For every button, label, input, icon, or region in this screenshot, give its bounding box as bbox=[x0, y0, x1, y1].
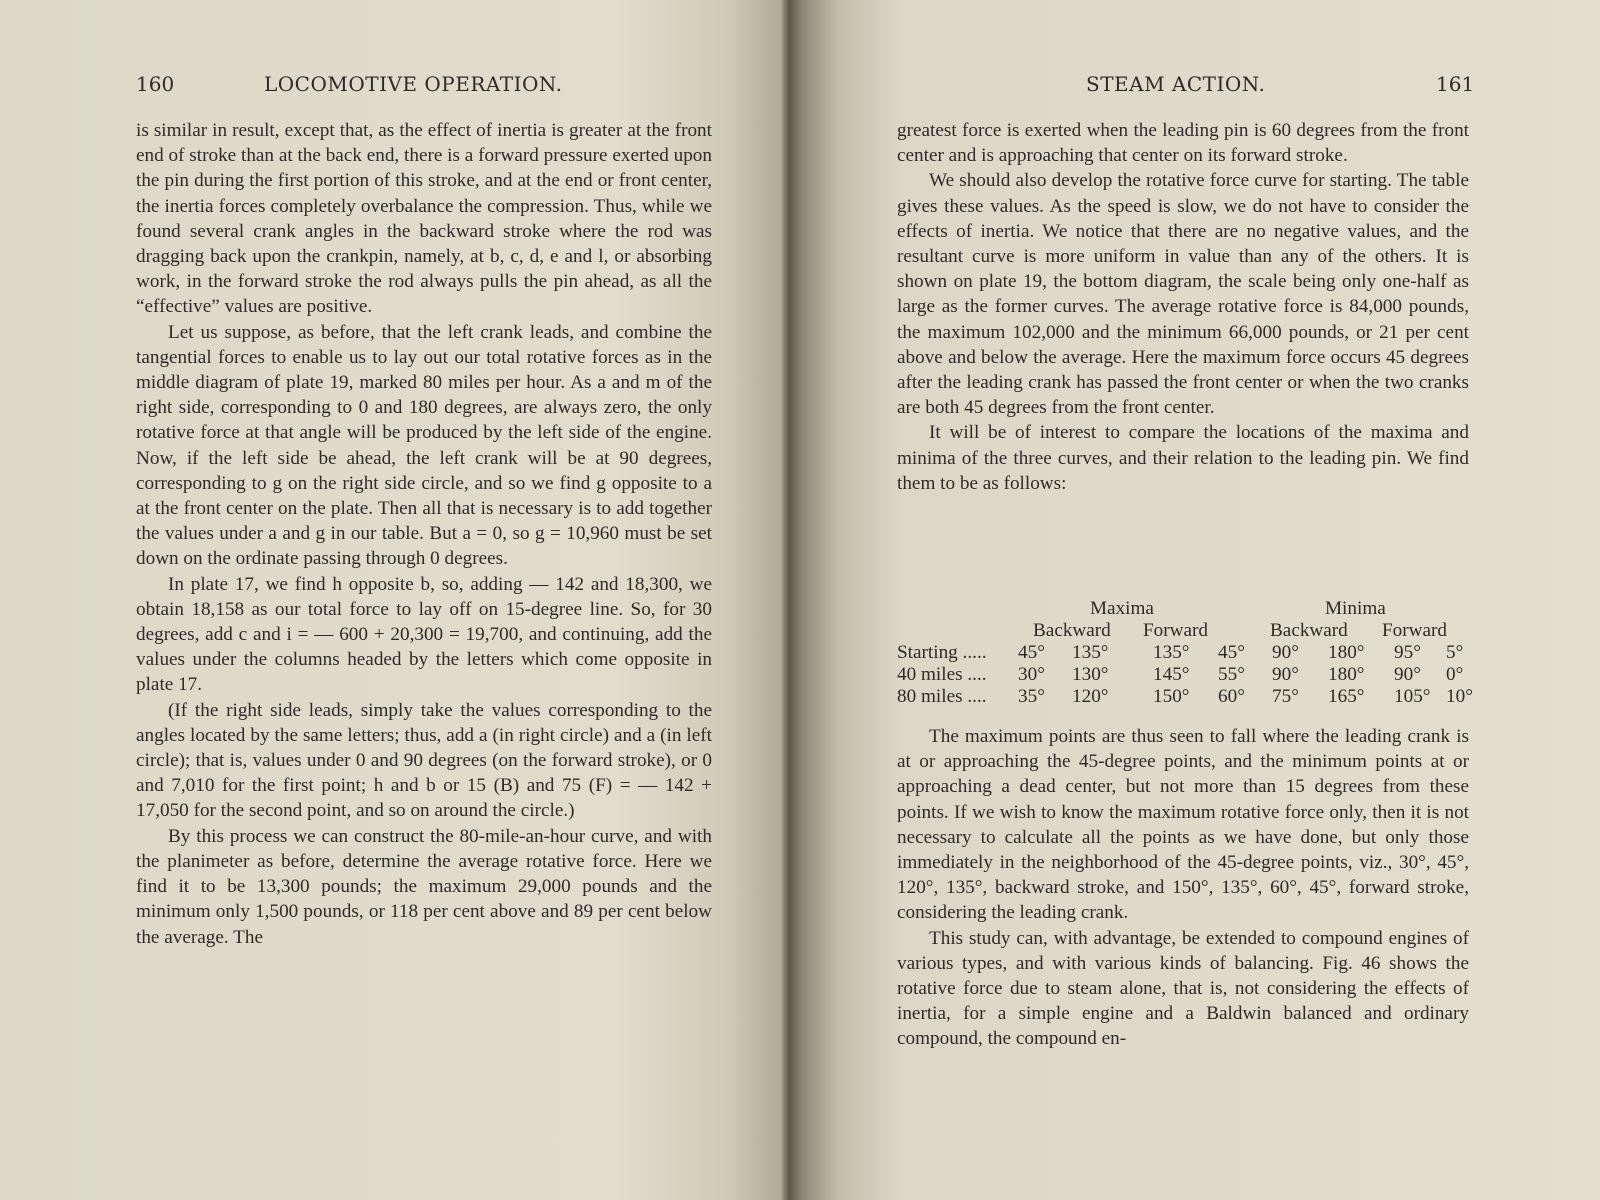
table-subheader: Forward bbox=[1143, 620, 1209, 641]
table-cell: 60° bbox=[1218, 686, 1245, 707]
right-body-text-top bbox=[897, 118, 1469, 496]
right-body-text-bottom bbox=[897, 724, 1469, 1052]
table-row-label: 80 miles .... bbox=[897, 686, 987, 707]
table-cell: 10° bbox=[1446, 686, 1473, 707]
table-cell: 45° bbox=[1218, 642, 1245, 663]
left-page bbox=[0, 0, 790, 1200]
table-cell: 135° bbox=[1072, 642, 1109, 663]
paragraph: The maximum points are thus seen to fall where the leading crank is at or approaching the 45-degree points, and the minimum points at or approaching a dead center, but not more than 15 degrees from these points. If we wish to know the maximum rotative force only, then it is not necessary to calculate all the points as we have done, but only those immediately in the neighborhood of the 45-degree points, viz., 30°, 45°, 120°, 135°, backward stroke, and 150°, 135°, 60°, 45°, forward stroke, considering the leading crank. bbox=[897, 726, 1469, 924]
table-cell: 180° bbox=[1328, 642, 1365, 663]
table-cell: 95° bbox=[1394, 642, 1421, 663]
table-cell: 90° bbox=[1272, 642, 1299, 663]
table-cell: 90° bbox=[1272, 664, 1299, 685]
paragraph: We should also develop the rotative force curve for starting. The table gives these values. As the speed is slow, we do not have to consider the effects of inertia. We notice that there are no negative values, and the resultant curve is more uniform in value than any of the others. It is shown on plate 19, the bottom diagram, the scale being only one-half as large as the former curves. The average rotative force is 84,000 pounds, the maximum 102,000 and the minimum 66,000 pounds, or 21 per cent above and below the average. Here the maximum force occurs 45 degrees after the leading crank has passed the front center or when the two cranks are both 45 degrees from the front center. bbox=[897, 170, 1469, 419]
table-cell: 150° bbox=[1153, 686, 1190, 707]
paragraph: In plate 17, we find h opposite b, so, adding — 142 and 18,300, we obtain 18,158 as our total force to lay off on 15-degree line. So, for 30 degrees, add c and i = — 600 + 20,300 = 19,700, and continuing, add the values under the columns headed by the letters which come opposite in plate 17. bbox=[136, 573, 712, 696]
table-cell: 55° bbox=[1218, 664, 1245, 685]
table-cell: 45° bbox=[1018, 642, 1045, 663]
table-cell: 30° bbox=[1018, 664, 1045, 685]
running-head-left: LOCOMOTIVE OPERATION. bbox=[264, 72, 563, 96]
table-cell: 5° bbox=[1446, 642, 1464, 663]
table-cell: 135° bbox=[1153, 642, 1190, 663]
table-row-label: 40 miles .... bbox=[897, 664, 987, 685]
table-cell: 35° bbox=[1018, 686, 1045, 707]
table-subheader: Backward bbox=[1033, 620, 1111, 641]
table-cell: 120° bbox=[1072, 686, 1109, 707]
paragraph: Let us suppose, as before, that the left crank leads, and combine the tangential forces to enable us to lay out our total rotative forces as in the middle diagram of plate 19, marked 80 miles per hour. As a and m of the right side, corresponding to 0 and 180 degrees, are always zero, the only rotative force at that angle will be produced by the left side of the engine. Now, if the left side be ahead, the left crank will be at 90 degrees, corresponding to g on the right side circle, and so we find g opposite to a at the front center on the plate. Then all that is necessary is to add together the values under a and g in our table. But a = 0, so g = 10,960 must be set down on the ordinate passing through 0 degrees. bbox=[136, 321, 712, 570]
table-group-header-maxima: Maxima bbox=[1090, 598, 1154, 619]
table-cell: 180° bbox=[1328, 664, 1365, 685]
table-cell: 105° bbox=[1394, 686, 1431, 707]
paragraph: (If the right side leads, simply take the values corresponding to the angles located by the same letters; thus, add a (in right circle) and a (in left circle); that is, values under 0 and 90 degrees (on the forward stroke), or 0 and 7,010 for the first point; h and b or 15 (B) and 75 (F) = — 142 + 17,050 for the second point, and so on around the circle.) bbox=[136, 699, 712, 822]
table-cell: 165° bbox=[1328, 686, 1365, 707]
right-page bbox=[790, 0, 1600, 1200]
page-number-right: 161 bbox=[1436, 72, 1475, 96]
table-subheader: Backward bbox=[1270, 620, 1348, 641]
paragraph: It will be of interest to compare the locations of the maxima and minima of the three curves, and their relation to the leading pin. We find them to be as follows: bbox=[897, 422, 1469, 494]
table-cell: 145° bbox=[1153, 664, 1190, 685]
paragraph: greatest force is exerted when the leading pin is 60 degrees from the front center and is approaching that center on its forward stroke. bbox=[897, 120, 1469, 167]
table-subheader: Forward bbox=[1382, 620, 1448, 641]
table-cell: 130° bbox=[1072, 664, 1109, 685]
running-head-right: STEAM ACTION. bbox=[1086, 72, 1266, 96]
table-group-header-minima: Minima bbox=[1325, 598, 1386, 619]
table-row-label: Starting ..... bbox=[897, 642, 987, 663]
table-cell: 75° bbox=[1272, 686, 1299, 707]
table-cell: 90° bbox=[1394, 664, 1421, 685]
page-number-left: 160 bbox=[136, 72, 175, 96]
paragraph: By this process we can construct the 80-mile-an-hour curve, and with the planimeter as before, determine the average rotative force. Here we find it to be 13,300 pounds; the maximum 29,000 pounds and the minimum only 1,500 pounds, or 118 per cent above and 89 per cent below the average. The bbox=[136, 825, 712, 948]
left-body-text bbox=[136, 118, 712, 950]
paragraph: is similar in result, except that, as the effect of inertia is greater at the front end of stroke than at the back end, there is a forward pressure exerted upon the pin during the first portion of this stroke, and at the end or front center, the inertia forces completely overbalance the compression. Thus, while we found several crank angles in the backward stroke where the rod was dragging back upon the crankpin, namely, at b, c, d, e and l, or absorbing work, in the forward stroke the rod always pulls the pin ahead, as all the “effective” values are positive. bbox=[136, 120, 712, 318]
paragraph: This study can, with advantage, be extended to compound engines of various types, and with various kinds of balancing. Fig. 46 shows the rotative force due to steam alone, that is, not considering the effects of inertia, for a simple engine and a Baldwin balanced and ordinary compound, the compound en- bbox=[897, 927, 1469, 1050]
table-cell: 0° bbox=[1446, 664, 1464, 685]
